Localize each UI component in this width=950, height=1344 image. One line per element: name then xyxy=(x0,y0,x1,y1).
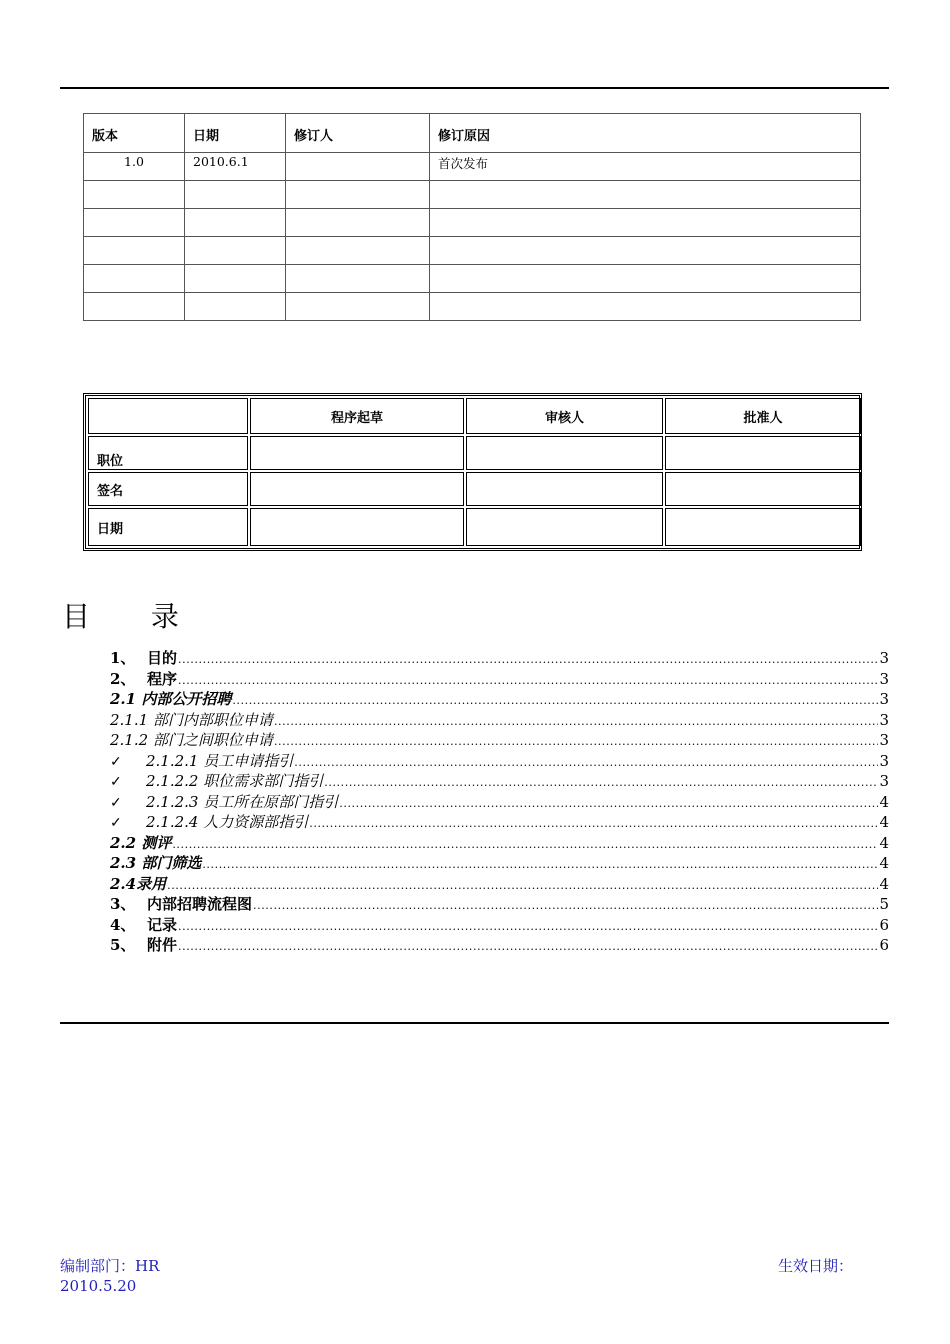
toc-entry-page: 4 xyxy=(879,854,889,872)
toc-entry-text: 2.1.1 部门内部职位申请 xyxy=(110,710,273,729)
toc-entry[interactable] xyxy=(110,648,889,669)
toc-entry[interactable] xyxy=(110,730,889,751)
approval-cell xyxy=(250,508,464,546)
approval-header-reviewer: 审核人 xyxy=(466,398,663,434)
revision-cell xyxy=(185,181,286,209)
toc-entry-text: 2.3 部门筛选 xyxy=(110,854,202,872)
toc-entry[interactable] xyxy=(110,935,889,956)
revision-cell xyxy=(286,209,430,237)
toc-leader xyxy=(274,712,879,733)
footer-date: 2010.5.20 xyxy=(60,1277,137,1295)
toc-entry[interactable] xyxy=(110,792,889,813)
toc-entry-text: 2.1.2.1 员工申请指引 xyxy=(146,751,294,770)
toc-title: 目 录 xyxy=(62,600,205,633)
toc-entry-text: 2.1.2.4 人力资源部指引 xyxy=(146,813,309,831)
revision-cell xyxy=(84,293,185,321)
toc-entry[interactable] xyxy=(110,874,889,895)
toc-entry-number: 3、 xyxy=(110,895,136,913)
toc-leader xyxy=(274,732,879,753)
toc-entry[interactable] xyxy=(110,771,889,792)
toc-entry-number: 4、 xyxy=(110,915,136,934)
revision-cell xyxy=(84,209,185,237)
revision-header-version: 版本 xyxy=(84,114,185,153)
revision-cell xyxy=(286,153,430,181)
approval-cell xyxy=(665,472,861,506)
toc-entry-page: 3 xyxy=(879,669,889,688)
approval-cell xyxy=(250,436,464,470)
toc-entry[interactable] xyxy=(110,894,889,915)
toc-entry[interactable] xyxy=(110,751,889,772)
approval-cell xyxy=(250,472,464,506)
toc-entry-page: 6 xyxy=(879,936,889,954)
toc-entry-text: 程序 xyxy=(147,669,178,688)
toc-entry-text: 2.2 测评 xyxy=(110,833,172,852)
approval-label-signature: 签名 xyxy=(88,472,248,506)
toc-leader xyxy=(172,835,878,856)
revision-cell: 2010.6.1 xyxy=(185,153,286,181)
header-rule xyxy=(60,87,889,89)
revision-cell xyxy=(286,293,430,321)
toc-entry-text: 2.1 内部公开招聘 xyxy=(110,690,232,708)
toc-entry-text: 目的 xyxy=(147,649,178,667)
toc-entry-text: 内部招聘流程图 xyxy=(147,895,253,913)
revision-cell xyxy=(430,209,861,237)
toc-entry-text: 2.4录用 xyxy=(110,874,167,893)
toc-entry-text: 2.1.2 部门之间职位申请 xyxy=(110,731,273,749)
revision-cell xyxy=(430,265,861,293)
revision-header-row xyxy=(84,114,861,153)
revision-row xyxy=(84,265,861,293)
toc-entry-page: 3 xyxy=(879,710,889,729)
approval-header-blank xyxy=(88,398,248,434)
approval-cell xyxy=(466,508,663,546)
revision-cell xyxy=(430,237,861,265)
toc-leader xyxy=(178,650,878,671)
approval-label-position: 职位 xyxy=(88,436,248,470)
revision-cell xyxy=(185,209,286,237)
toc-entry-page: 3 xyxy=(879,731,889,749)
table-of-contents xyxy=(110,648,889,956)
toc-entry-text: 2.1.2.3 员工所在原部门指引 xyxy=(146,792,339,811)
toc-entry[interactable] xyxy=(110,853,889,874)
footer-rule xyxy=(60,1022,889,1024)
footer-department xyxy=(60,1256,159,1296)
toc-entry[interactable] xyxy=(110,710,889,731)
toc-entry-page: 3 xyxy=(879,772,889,790)
revision-cell xyxy=(185,265,286,293)
toc-entry-number: 5、 xyxy=(110,936,136,954)
revision-header-reason: 修订原因 xyxy=(430,114,861,153)
approval-row-date xyxy=(88,508,861,546)
toc-entry-text: 记录 xyxy=(147,915,178,934)
revision-row xyxy=(84,237,861,265)
approval-row-signature xyxy=(88,472,861,506)
revision-cell xyxy=(84,181,185,209)
footer-effective-date: 生效日期： xyxy=(778,1257,854,1275)
toc-entry-page: 3 xyxy=(879,690,889,708)
revision-cell xyxy=(430,181,861,209)
toc-entry-text: 2.1.2.2 职位需求部门指引 xyxy=(146,772,324,790)
checkmark-icon: ✓ xyxy=(110,794,122,811)
revision-cell xyxy=(286,265,430,293)
toc-leader xyxy=(178,937,878,958)
toc-entry[interactable] xyxy=(110,915,889,936)
toc-entry-number: 1、 xyxy=(110,649,136,667)
revision-cell: 1.0 xyxy=(84,153,185,181)
approval-cell xyxy=(466,436,663,470)
revision-row xyxy=(84,209,861,237)
toc-entry[interactable] xyxy=(110,669,889,690)
revision-cell xyxy=(185,237,286,265)
revision-cell xyxy=(84,237,185,265)
toc-leader xyxy=(324,773,878,794)
approval-row-position xyxy=(88,436,861,470)
toc-entry-page: 5 xyxy=(879,895,889,913)
approval-cell xyxy=(665,508,861,546)
revision-cell xyxy=(185,293,286,321)
revision-row xyxy=(84,153,861,181)
revision-header-reviser: 修订人 xyxy=(286,114,430,153)
revision-row xyxy=(84,293,861,321)
toc-entry-number: 2、 xyxy=(110,669,136,688)
toc-leader xyxy=(294,753,878,774)
revision-cell xyxy=(84,265,185,293)
toc-entry-page: 4 xyxy=(879,792,889,811)
toc-entry-text: 附件 xyxy=(147,936,178,954)
approval-header-approver: 批准人 xyxy=(665,398,861,434)
toc-entry-page: 4 xyxy=(879,874,889,893)
toc-entry[interactable] xyxy=(110,812,889,833)
toc-entry[interactable] xyxy=(110,833,889,854)
revision-row xyxy=(84,181,861,209)
toc-entry-page: 3 xyxy=(879,751,889,770)
toc-entry-page: 3 xyxy=(879,649,889,667)
approval-label-date: 日期 xyxy=(88,508,248,546)
footer-dept-label: 编制部门：HR xyxy=(60,1257,160,1275)
revision-cell: 首次发布 xyxy=(430,153,861,181)
toc-entry[interactable] xyxy=(110,689,889,710)
checkmark-icon: ✓ xyxy=(110,753,122,770)
approval-header-draft: 程序起草 xyxy=(250,398,464,434)
revision-table xyxy=(83,113,861,321)
toc-leader xyxy=(178,917,878,938)
toc-leader xyxy=(178,671,878,692)
toc-entry-page: 4 xyxy=(879,833,889,852)
checkmark-icon: ✓ xyxy=(110,815,122,831)
revision-cell xyxy=(286,181,430,209)
toc-leader xyxy=(232,691,878,712)
approval-cell xyxy=(466,472,663,506)
toc-leader xyxy=(202,855,878,876)
approval-header-row xyxy=(88,398,861,434)
toc-leader xyxy=(309,814,878,835)
revision-header-date: 日期 xyxy=(185,114,286,153)
revision-cell xyxy=(430,293,861,321)
approval-table xyxy=(83,393,862,551)
approval-cell xyxy=(665,436,861,470)
toc-leader xyxy=(339,794,878,815)
checkmark-icon: ✓ xyxy=(110,774,122,790)
toc-entry-page: 4 xyxy=(879,813,889,831)
revision-cell xyxy=(286,237,430,265)
toc-leader xyxy=(253,896,878,917)
toc-entry-page: 6 xyxy=(879,915,889,934)
toc-leader xyxy=(167,876,878,897)
